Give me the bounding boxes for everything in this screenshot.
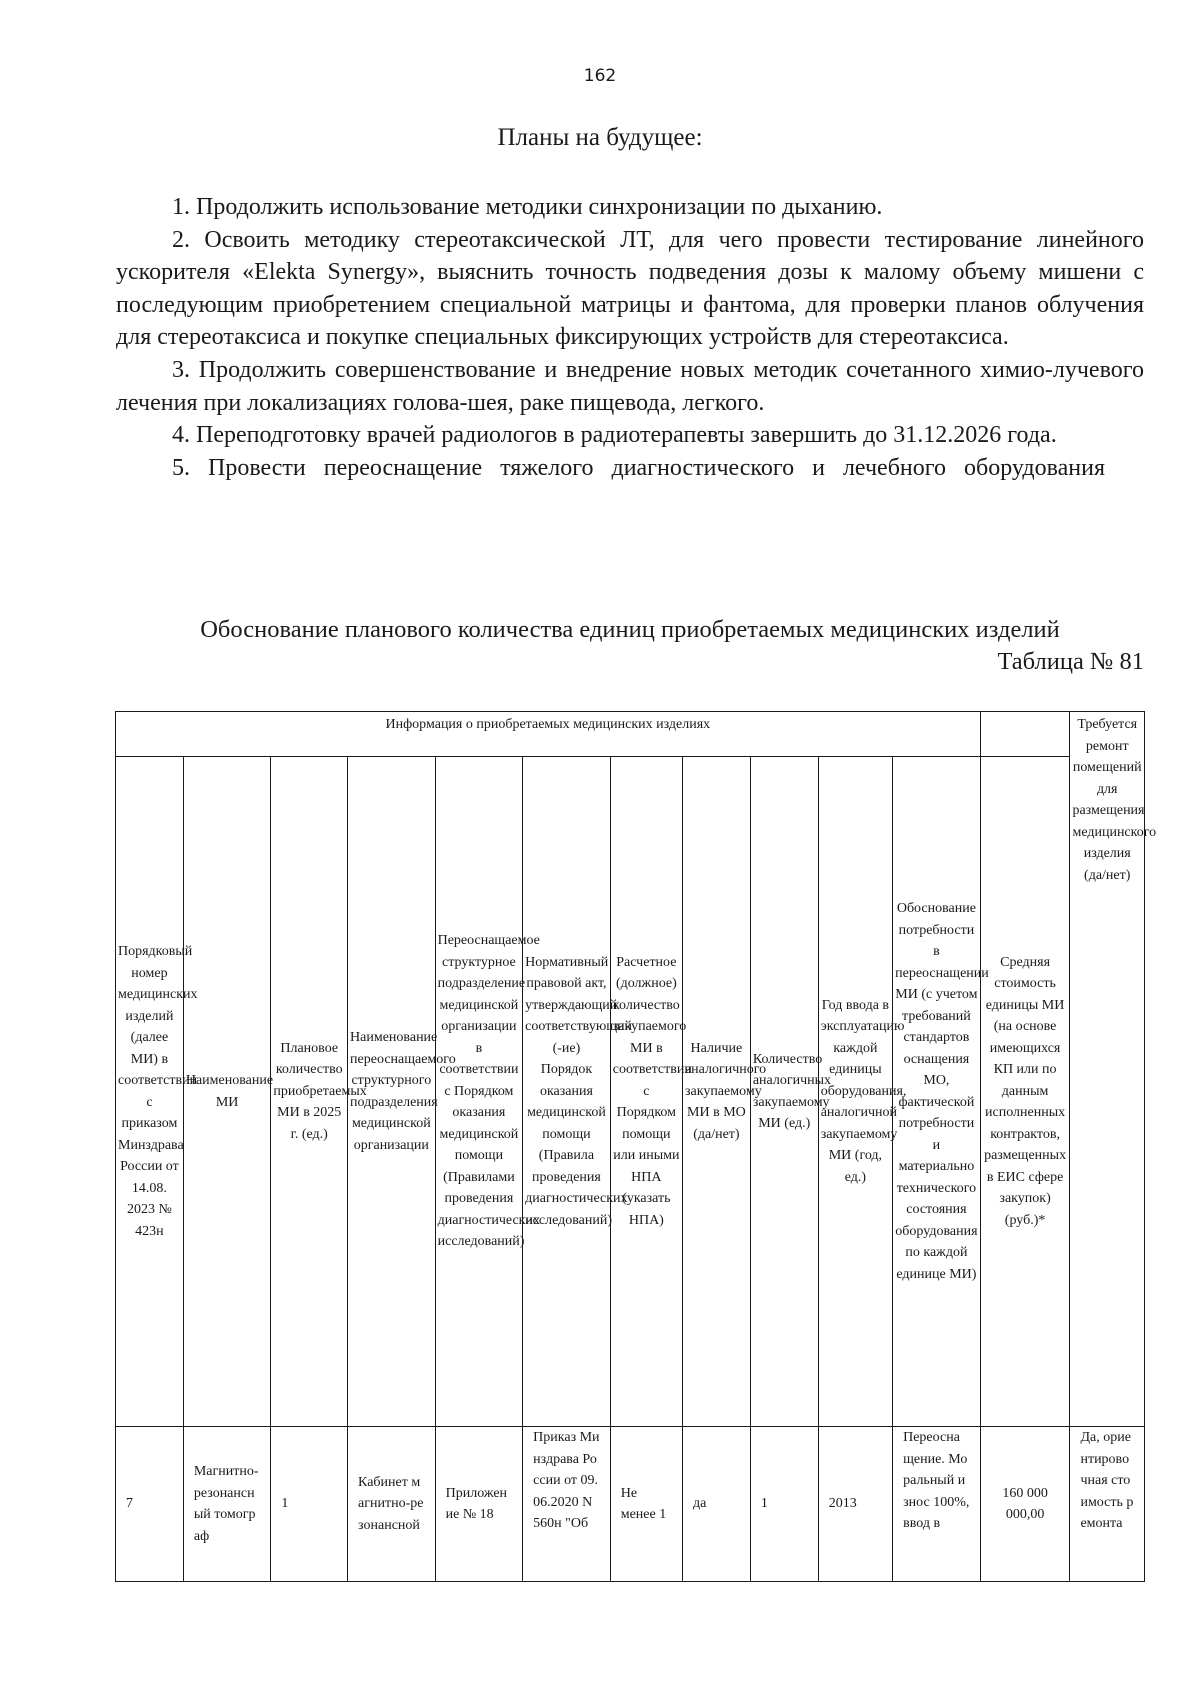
- col-header-year: Год ввода в эксплуатацию каждой единицы оборудования, аналогичной закупаемому МИ (год, ед.): [818, 757, 892, 1427]
- plan-item: 5. Провести переоснащение тяжелого диагностического и лечебного оборудования: [172, 454, 1105, 481]
- cell-number: 7: [116, 1427, 184, 1582]
- col-header-number: Порядковый номер медицинских изделий (далее МИ) в соответствии с приказом Минздрава России от 14.08. 2023 № 423н: [116, 757, 184, 1427]
- col-header-calculated-qty: Расчетное (должное) количество закупаемого МИ в соответствии с Порядком помощи или иными НПА (указать НПА): [610, 757, 682, 1427]
- group-header-spacer: [980, 712, 1070, 757]
- col-header-name: Наименование МИ: [183, 757, 271, 1427]
- cell-name: Магнитно-резонансный томограф: [183, 1427, 271, 1582]
- medical-devices-table: [115, 711, 1157, 1582]
- col-header-analog-qty: Количество аналогичных закупаемому МИ (ед.): [750, 757, 818, 1427]
- page-number: 162: [583, 66, 617, 86]
- plans-list: [116, 191, 1144, 484]
- col-header-justification: Обоснование потребности в переоснащении МИ (с учетом требований стандартов оснащения МО, фактической потребности и материально технического состояния оборудования по каждой единице МИ): [893, 757, 981, 1427]
- repair-header: Требуется ремонт помещений для размещения медицинского изделия (да/нет): [1070, 712, 1145, 1427]
- col-header-regulation: Нормативный правовой акт, утверждающий соответствующий (-ие) Порядок оказания медицинской помощи (Правила проведения диагностических исследований): [523, 757, 611, 1427]
- cell-has-analog: да: [682, 1427, 750, 1582]
- plan-item: 4. Переподготовку врачей радиологов в радиотерапевты завершить до 31.12.2026 года.: [172, 422, 1057, 449]
- cell-regulation: Приказ Минздрава России от 09.06.2020 N 560н "Об: [523, 1427, 611, 1582]
- plan-item: 2. Освоить методику стереотаксической ЛТ, для чего провести тестирование линейного ускорителя «Elekta Synergy», выяснить точность подведения дозы к малому объему мишени с последующим приобретением специальной матрицы и фантома, для проверки планов облучения для стереотаксиса и покупке специальных фиксирующих устройств для стереотаксиса.: [116, 226, 1144, 351]
- plan-item: 3. Продолжить совершенствование и внедрение новых методик сочетанного химио-лучевого лечения при локализациях голова-шея, раке пищевода, легкого.: [116, 356, 1144, 416]
- col-header-has-analog: Наличие аналогичного закупаемому МИ в МО (да/нет): [682, 757, 750, 1427]
- col-header-planned-qty: Плановое количество приобретаемых МИ в 2025 г. (ед.): [271, 757, 348, 1427]
- cell-year: 2013: [818, 1427, 892, 1582]
- cell-avg-cost: 160 000 000,00: [980, 1427, 1070, 1582]
- col-header-unit-per-order: Переоснащаемое структурное подразделение медицинской организации в соответствии с Порядком оказания медицинской помощи (Правилами проведения диагностических исследований): [435, 757, 523, 1427]
- cell-repair: Да, ориентировочная стоимость ремонта: [1070, 1427, 1145, 1582]
- cell-unit-name: Кабинет магнитно-резонансной: [348, 1427, 436, 1582]
- plan-item: 1. Продолжить использование методики синхронизации по дыханию.: [172, 194, 883, 220]
- cell-justification: Переоснащение. Моральный износ 100%, ввод в: [893, 1427, 981, 1582]
- table-caption: [116, 614, 1144, 678]
- table-title: Обоснование планового количества единиц приобретаемых медицинских изделий: [200, 616, 1060, 643]
- cell-calculated-qty: Не менее 1: [610, 1427, 682, 1582]
- cell-unit-per-order: Приложение № 18: [435, 1427, 523, 1582]
- cell-planned-qty: 1: [271, 1427, 348, 1582]
- cell-analog-qty: 1: [750, 1427, 818, 1582]
- plans-heading: Планы на будущее:: [497, 124, 703, 151]
- group-header: Информация о приобретаемых медицинских изделиях: [116, 712, 981, 757]
- col-header-avg-cost: Средняя стоимость единицы МИ (на основе имеющихся КП или по данным исполненных контрактов, размещенных в ЕИС сфере закупок) (руб.)*: [980, 757, 1070, 1427]
- col-header-unit-name: Наименование переоснащаемого структурного подразделения медицинской организации: [348, 757, 436, 1427]
- table-number: Таблица № 81: [997, 648, 1144, 675]
- table-row: [116, 1427, 1145, 1582]
